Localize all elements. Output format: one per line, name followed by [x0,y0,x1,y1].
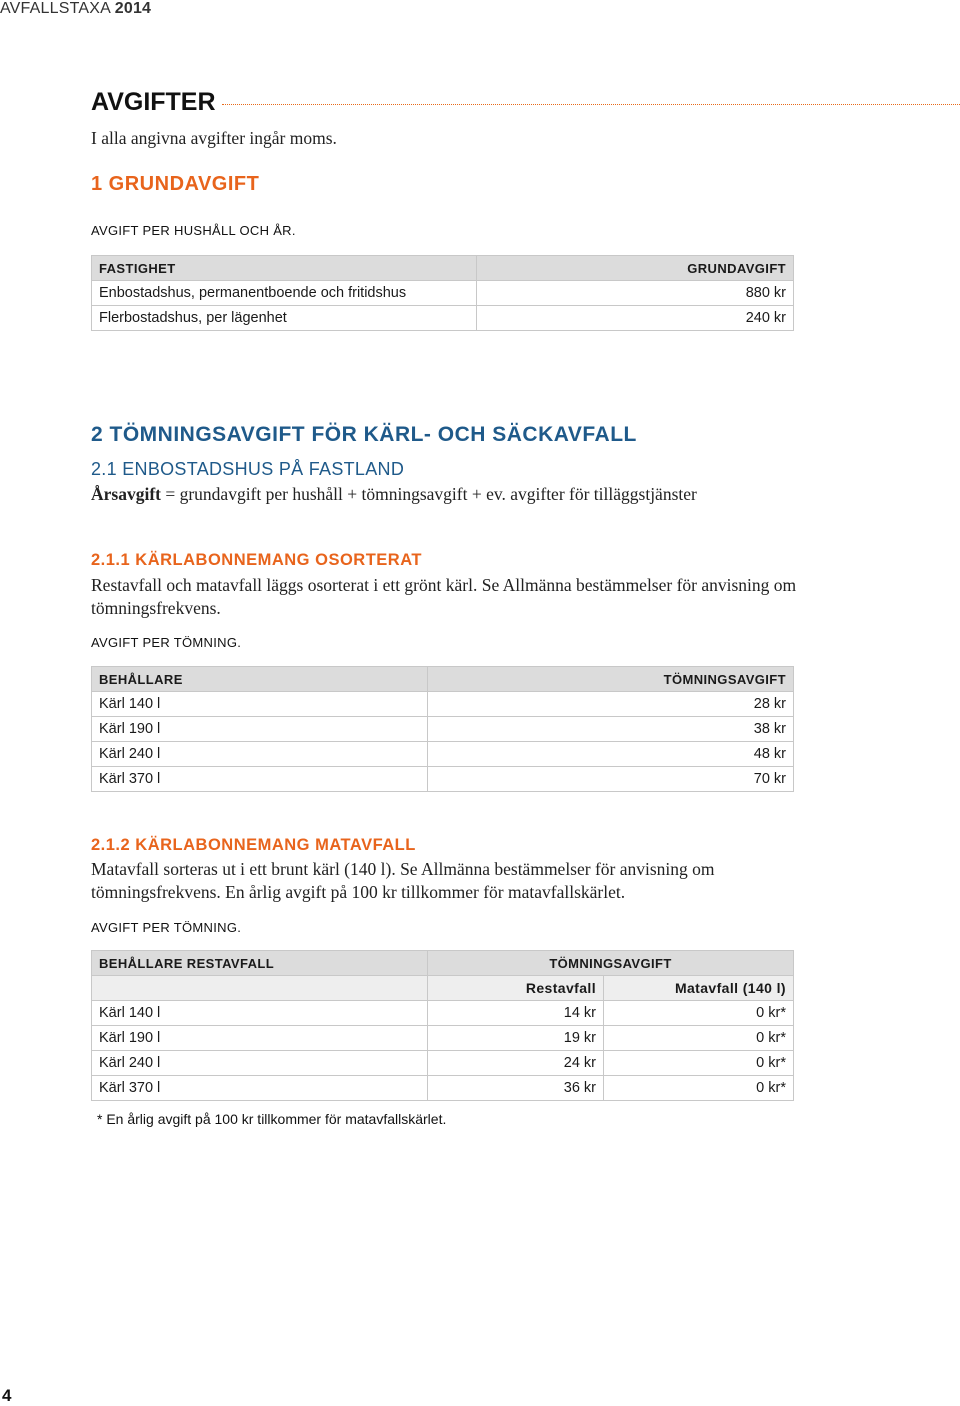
table-row [92,1026,794,1051]
table-row [92,306,794,331]
row-value: 38 kr [428,717,794,742]
intro-text: I alla angivna avgifter ingår moms. [91,128,337,148]
col-grundavgift: GRUNDAVGIFT [477,256,794,281]
osorterat-table [91,666,794,792]
row-mat: 0 kr* [604,1001,794,1026]
section-1-note: AVGIFT PER HUSHÅLL OCH ÅR. [91,223,296,238]
title-dotted-leader [222,104,960,105]
row-label: Kärl 240 l [92,742,428,767]
col-matavfall: Matavfall (140 l) [604,976,794,1001]
table-row [92,1051,794,1076]
grundavgift-table [91,255,794,331]
row-mat: 0 kr* [604,1026,794,1051]
table-row [92,692,794,717]
table-row [92,281,794,306]
page-title-text: AVGIFTER [91,88,216,116]
row-label: Kärl 190 l [92,717,428,742]
row-rest: 36 kr [428,1076,604,1101]
row-value: 880 kr [477,281,794,306]
row-rest: 24 kr [428,1051,604,1076]
row-label: Kärl 190 l [92,1026,428,1051]
arsavgift-formula [91,484,697,505]
section-2-1-2-note: AVGIFT PER TÖMNING. [91,920,242,935]
table-header-row [92,951,794,976]
col-group-tomningsavgift: TÖMNINGSAVGIFT [428,951,794,976]
table-row [92,1001,794,1026]
row-rest: 19 kr [428,1026,604,1051]
row-label: Kärl 140 l [92,692,428,717]
col-behallare-restavfall: BEHÅLLARE RESTAVFALL [92,951,428,976]
section-2-1-1-heading: 2.1.1 KÄRLABONNEMANG OSORTERAT [91,551,422,569]
running-header [0,0,151,18]
row-value: 70 kr [428,767,794,792]
row-label: Kärl 240 l [92,1051,428,1076]
row-value: 28 kr [428,692,794,717]
page-number: 4 [2,1386,12,1405]
row-label: Kärl 140 l [92,1001,428,1026]
row-value: 240 kr [477,306,794,331]
col-fastighet: FASTIGHET [92,256,477,281]
section-2-1-2-heading: 2.1.2 KÄRLABONNEMANG MATAVFALL [91,836,416,854]
table-header-row [92,256,794,281]
section-1-heading: 1 GRUNDAVGIFT [91,173,260,195]
section-2-1-1-text: Restavfall och matavfall läggs osorterat i ett grönt kärl. Se Allmänna bestämmelser för anvisning om tömningsfrekvens. [91,575,797,618]
row-label: Enbostadshus, permanentboende och fritidshus [92,281,477,306]
blank-cell [92,976,428,1001]
formula-rest: = grundavgift per hushåll + tömningsavgift + ev. avgifter för tilläggstjänster [160,484,697,504]
header-year: 2014 [114,0,152,17]
row-mat: 0 kr* [604,1051,794,1076]
header-prefix: AVFALLSTAXA [0,0,115,17]
section-2-1-2-text: Matavfall sorteras ut i ett brunt kärl (140 l). Se Allmänna bestämmelser för anvisning om tömningsfrekvens. En årlig avgift på 100 kr tillkommer för matavfallskärlet. [91,859,715,902]
table-row [92,767,794,792]
row-value: 48 kr [428,742,794,767]
page-title [91,88,960,117]
section-2-1-1-note: AVGIFT PER TÖMNING. [91,635,242,650]
section-2-heading: 2 TÖMNINGSAVGIFT FÖR KÄRL- OCH SÄCKAVFALL [91,423,637,446]
row-label: Flerbostadshus, per lägenhet [92,306,477,331]
row-rest: 14 kr [428,1001,604,1026]
table-row [92,717,794,742]
row-mat: 0 kr* [604,1076,794,1101]
col-behallare: BEHÅLLARE [92,667,428,692]
table-header-row [92,667,794,692]
table-row [92,1076,794,1101]
col-restavfall: Restavfall [428,976,604,1001]
row-label: Kärl 370 l [92,1076,428,1101]
row-label: Kärl 370 l [92,767,428,792]
formula-term: Årsavgift [91,484,161,504]
col-tomningsavgift: TÖMNINGSAVGIFT [428,667,794,692]
section-2-1-heading: 2.1 ENBOSTADSHUS PÅ FASTLAND [91,459,405,479]
table-subheader-row [92,976,794,1001]
matavfall-table [91,950,794,1101]
table-row [92,742,794,767]
footnote: * En årlig avgift på 100 kr tillkommer för matavfallskärlet. [97,1111,447,1127]
